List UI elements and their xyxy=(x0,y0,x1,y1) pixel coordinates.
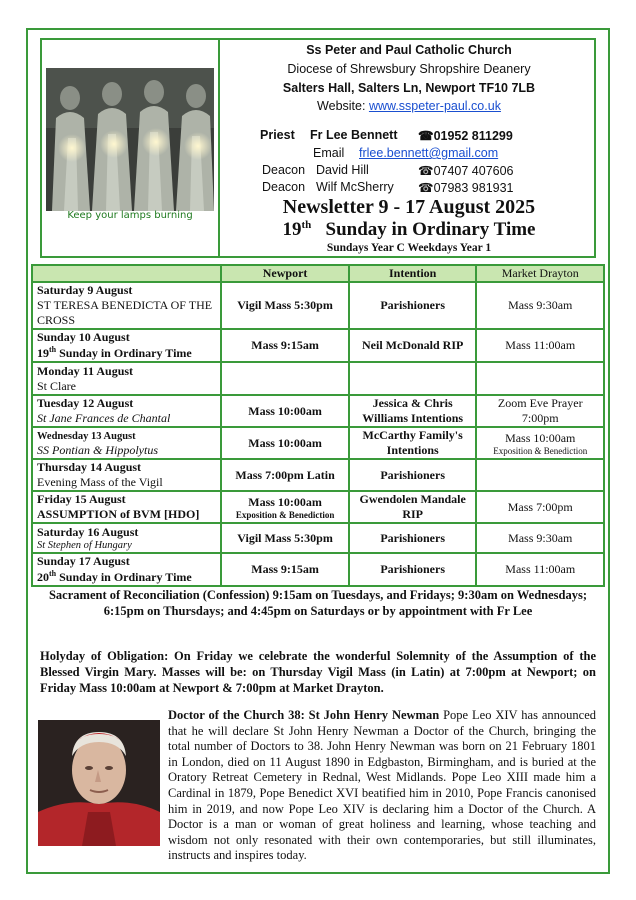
intention-cell xyxy=(349,362,477,395)
deacon2-name: Wilf McSherry xyxy=(316,180,394,194)
market-drayton-cell xyxy=(476,427,604,459)
day-cell xyxy=(32,362,221,395)
md-note: Exposition & Benediction xyxy=(493,445,588,456)
website-link[interactable]: www.sspeter-paul.co.uk xyxy=(368,99,501,113)
day-cell xyxy=(32,395,221,427)
market-drayton-cell: Mass 11:00am xyxy=(476,553,604,586)
day-cell xyxy=(32,459,221,491)
deacon2-phone: ☎07983 981931 xyxy=(418,181,514,195)
priest-role: Priest xyxy=(260,128,295,142)
newport-cell: Mass 9:15am xyxy=(221,553,349,586)
priest-phone: ☎01952 811299 xyxy=(418,129,513,143)
newport-cell: Vigil Mass 5:30pm xyxy=(221,282,349,329)
image-caption: Keep your lamps burning xyxy=(67,210,193,221)
website-line xyxy=(224,99,594,113)
feast-label: SS Pontian & Hippolytus xyxy=(37,443,158,457)
liturgical-years: Sundays Year C Weekdays Year 1 xyxy=(326,242,492,254)
monks-lamps-image xyxy=(46,68,214,211)
market-drayton-cell xyxy=(476,362,604,395)
deacon1-name: David Hill xyxy=(316,163,369,177)
mass-schedule-table xyxy=(31,264,605,587)
day-label: Friday 15 August xyxy=(37,492,126,506)
deacon2-role: Deacon xyxy=(262,180,306,194)
day-label: Wednesday 13 August xyxy=(37,431,136,442)
intention-cell: Parishioners xyxy=(349,459,477,491)
header-cell: Market Drayton xyxy=(476,265,604,282)
table-row xyxy=(32,282,604,329)
market-drayton-cell: Mass 9:30am xyxy=(476,282,604,329)
newport-cell: Mass 9:15am xyxy=(221,329,349,362)
market-drayton-cell: Mass 9:30am xyxy=(476,523,604,553)
day-label: Saturday 16 August xyxy=(37,525,139,539)
newsletter-title: Newsletter 9 - 17 August 2025 xyxy=(282,196,536,218)
day-cell xyxy=(32,427,221,459)
day-cell xyxy=(32,523,221,553)
feast-label: 20th Sunday in Ordinary Time xyxy=(37,569,192,584)
sunday-number: 19 xyxy=(282,219,302,240)
day-label: Sunday 10 August xyxy=(37,330,130,344)
feast-label: St Stephen of Hungary xyxy=(37,540,132,551)
day-cell xyxy=(32,553,221,586)
deacon1-phone: ☎07407 407606 xyxy=(418,164,514,178)
newport-cell: Vigil Mass 5:30pm xyxy=(221,523,349,553)
newport-cell: Mass 10:00am xyxy=(221,395,349,427)
intention-cell: McCarthy Family's Intentions xyxy=(349,427,477,459)
newport-note: Exposition & Benediction xyxy=(235,509,335,520)
intention-cell: Neil McDonald RIP xyxy=(349,329,477,362)
intention-cell: Gwendolen Mandale RIP xyxy=(349,491,477,523)
header-cell: Intention xyxy=(349,265,477,282)
table-header-row xyxy=(32,265,604,282)
day-label: Sunday 17 August xyxy=(37,554,130,568)
table-row xyxy=(32,395,604,427)
table-row xyxy=(32,459,604,491)
table-row xyxy=(32,362,604,395)
sunday-text: Sunday in Ordinary Time xyxy=(325,219,536,240)
header-cell: Newport xyxy=(221,265,349,282)
doctor-of-church-article xyxy=(168,708,596,864)
feast-label: Evening Mass of the Vigil xyxy=(37,475,163,489)
priest-name: Fr Lee Bennett xyxy=(310,128,398,142)
intention-cell: Parishioners xyxy=(349,553,477,586)
day-label: Thursday 14 August xyxy=(37,460,142,474)
diocese: Diocese of Shrewsbury Shropshire Deanery xyxy=(287,62,531,76)
market-drayton-cell: Mass 7:00pm xyxy=(476,491,604,523)
holyday-notice: Holyday of Obligation: On Friday we celebrate the wonderful Solemnity of the Assumption of the Blessed Virgin Mary. Masses will be: on Thursday Vigil Mass (in Latin) at 7:00pm at Newport; on Friday Mass 10:00am at Newport & 7:00pm at Market Drayton. xyxy=(40,649,596,695)
intention-cell: Parishioners xyxy=(349,523,477,553)
address: Salters Hall, Salters Ln, Newport TF10 7LB xyxy=(282,81,536,95)
market-drayton-cell: Zoom Eve Prayer 7:00pm xyxy=(476,395,604,427)
newport-cell xyxy=(221,362,349,395)
website-label: Website: xyxy=(317,99,366,113)
sunday-title xyxy=(224,219,594,241)
feast-label: 19th Sunday in Ordinary Time xyxy=(37,345,192,360)
sunday-suffix: th xyxy=(301,219,312,231)
day-cell xyxy=(32,491,221,523)
article-body: Pope Leo XIV has announced that he will declare St John Henry Newman a Doctor of the Church, bringing the total number of Doctors to 38. John Henry Newman was born on 21 February 1801 in London, died on 11 August 1890 in Edgbaston, Birmingham, and is buried at the Oratory Retreat Cemetery in Rednal, West Midlands. Pope Leo XIII made him a Cardinal in 1879, Pope Benedict XVI beatified him in 2010, Pope Francis canonised him in 2019, and now Pope Leo XIV is declaring him a Doctor of the Church. A Doctor is a man or woman of great holiness and learning, whose teaching and wisdom not only resonated with their own contemporaries, but still illuminates, instructs and inspires today. xyxy=(168,708,597,863)
day-cell xyxy=(32,329,221,362)
table-row xyxy=(32,523,604,553)
day-label: Saturday 9 August xyxy=(37,283,133,297)
priest-email[interactable]: frlee.bennett@gmail.com xyxy=(359,146,499,160)
newport-cell: Mass 7:00pm Latin xyxy=(221,459,349,491)
church-name: Ss Peter and Paul Catholic Church xyxy=(306,43,512,57)
feast-label: St Jane Frances de Chantal xyxy=(37,411,171,425)
feast-label: ST TERESA BENEDICTA OF THE CROSS xyxy=(37,298,213,327)
email-label: Email xyxy=(313,146,345,160)
reconciliation-notice: Sacrament of Reconciliation (Confession) 9:15am on Tuesdays, and Fridays; 9:30am on Wednesdays; 6:15pm on Thursdays; and 4:45pm on Saturdays or by appointment with Fr Lee xyxy=(48,588,587,618)
intention-cell: Jessica & Chris Williams Intentions xyxy=(349,395,477,427)
feast-label: St Clare xyxy=(37,378,76,393)
newman-portrait xyxy=(38,720,160,846)
header-cell xyxy=(32,265,221,282)
deacon1-role: Deacon xyxy=(262,163,306,177)
article-heading: Doctor of the Church 38: St John Henry Newman xyxy=(168,708,440,722)
md-mass: Mass 10:00am xyxy=(505,430,576,445)
newport-cell: Mass 10:00am xyxy=(221,427,349,459)
day-cell xyxy=(32,282,221,329)
table-row xyxy=(32,491,604,523)
table-row xyxy=(32,427,604,459)
table-row xyxy=(32,329,604,362)
newport-mass: Mass 10:00am xyxy=(248,494,322,509)
intention-cell: Parishioners xyxy=(349,282,477,329)
feast-label: ASSUMPTION of BVM [HDO] xyxy=(37,507,200,521)
market-drayton-cell: Mass 11:00am xyxy=(476,329,604,362)
table-row xyxy=(32,553,604,586)
day-label: Monday 11 August xyxy=(37,363,134,378)
day-label: Tuesday 12 August xyxy=(37,396,134,410)
newport-cell xyxy=(221,491,349,523)
market-drayton-cell xyxy=(476,459,604,491)
